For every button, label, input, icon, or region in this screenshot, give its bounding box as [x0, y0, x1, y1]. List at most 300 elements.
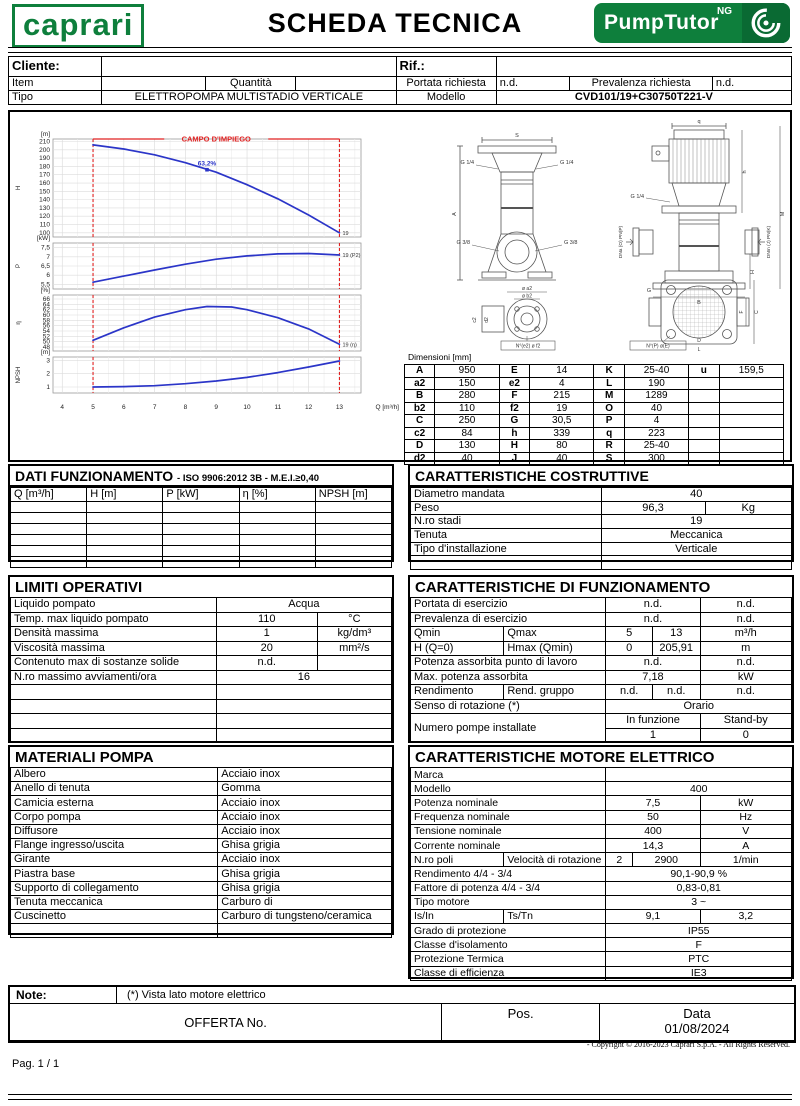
cell — [317, 656, 391, 671]
table-row — [11, 881, 392, 895]
materiali-pompa-table — [10, 767, 392, 938]
cell: Rendimento 4/4 - 3/4 — [411, 867, 606, 881]
svg-text:170: 170 — [39, 171, 50, 179]
cell — [719, 402, 783, 415]
svg-text:1: 1 — [46, 384, 50, 391]
cell — [163, 501, 239, 512]
svg-text:[kW]: [kW] — [37, 235, 50, 242]
cell: 14,3 — [606, 838, 700, 852]
cell — [11, 685, 217, 700]
dati-title: DATI FUNZIONAMENTO — [15, 468, 174, 484]
table-row — [411, 768, 792, 782]
cell: 4 — [624, 415, 688, 428]
cell: kW — [700, 670, 791, 685]
cell: D — [405, 440, 435, 453]
cell: d2 — [405, 452, 435, 465]
table-row — [411, 515, 792, 529]
section-motore-elettrico — [408, 745, 794, 979]
svg-text:5: 5 — [91, 404, 95, 411]
cell: In funzione — [606, 714, 700, 729]
dim-label-D: D — [697, 338, 701, 344]
cell — [87, 501, 163, 512]
cell: 110 — [216, 612, 317, 627]
cell: f2 — [499, 402, 529, 415]
cell: Acciaio inox — [218, 810, 392, 824]
cell: Cuscinetto — [11, 909, 218, 923]
cell: n.d. — [700, 656, 791, 671]
dim-label-h: h — [742, 170, 748, 174]
table-row — [11, 641, 392, 656]
funzionamento-title: CARATTERISTICHE DI FUNZIONAMENTO — [415, 579, 711, 596]
cell: Tipo d'installazione — [411, 542, 602, 556]
cell: c2 — [405, 427, 435, 440]
cell — [496, 57, 791, 77]
cell: kW — [700, 796, 791, 810]
cell: Corpo pompa — [11, 810, 218, 824]
table-row — [411, 966, 792, 980]
svg-text:56: 56 — [42, 322, 50, 330]
table-row — [411, 612, 792, 627]
table-row — [411, 656, 792, 671]
cell: K — [594, 365, 624, 378]
cell: Liquido pompato — [11, 598, 217, 613]
table-row — [11, 534, 392, 545]
cell: H [m] — [87, 488, 163, 502]
dim-label-g14b: G 1/4 — [560, 160, 574, 166]
cell — [315, 534, 391, 545]
cell: Tenuta meccanica — [11, 895, 218, 909]
cell: Quantità — [206, 77, 296, 91]
cell: 0 — [606, 641, 652, 656]
table-row — [11, 556, 392, 567]
svg-text:3: 3 — [46, 357, 50, 365]
svg-text:9: 9 — [214, 404, 219, 411]
cell: Q [m³/h] — [11, 488, 87, 502]
svg-text:4: 4 — [60, 404, 65, 411]
svg-text:150: 150 — [39, 188, 50, 196]
table-row — [11, 924, 392, 938]
cell: Tipo motore — [411, 895, 606, 909]
motore-elettrico-table — [410, 767, 792, 981]
table-row — [11, 670, 392, 685]
info-table — [8, 56, 792, 105]
motore-title: CARATTERISTICHE MOTORE ELETTRICO — [415, 749, 715, 766]
svg-text:2: 2 — [46, 370, 50, 378]
cell — [11, 699, 217, 714]
offerta-label: OFFERTA No. — [10, 1004, 442, 1040]
cell: 1 — [606, 728, 700, 743]
cell: A — [700, 838, 791, 852]
cell: NPSH [m] — [315, 488, 391, 502]
table-row — [411, 782, 792, 796]
cell — [163, 512, 239, 523]
cell: Cliente: — [9, 57, 102, 77]
cell: Diffusore — [11, 824, 218, 838]
table-row — [11, 853, 392, 867]
cell: J — [499, 452, 529, 465]
caprari-logo — [12, 4, 144, 48]
cell — [411, 556, 602, 570]
dim-label-g14c: G 1/4 — [630, 194, 644, 200]
cell: Camicia esterna — [11, 796, 218, 810]
cell: Classe d'isolamento — [411, 938, 606, 952]
cell: 13 — [652, 627, 700, 642]
cell: m — [700, 641, 791, 656]
cell — [218, 924, 392, 938]
cell: E — [499, 365, 529, 378]
cell: 150 — [435, 377, 499, 390]
cell: 7,5 — [606, 796, 700, 810]
cell — [296, 77, 396, 91]
table-row — [411, 810, 792, 824]
cell: n.d. — [606, 685, 652, 700]
table-row — [11, 685, 392, 700]
cell: Max. potenza assorbita — [411, 670, 606, 685]
cell: CVD101/19+C30750T221-V — [496, 91, 791, 105]
svg-text:8: 8 — [183, 404, 188, 411]
cell — [719, 415, 783, 428]
cell: 40 — [530, 452, 594, 465]
cell: O — [594, 402, 624, 415]
svg-text:64: 64 — [42, 301, 50, 309]
cell: Rif.: — [396, 57, 496, 77]
cell: Carburo di — [218, 895, 392, 909]
cell: Modello — [396, 91, 496, 105]
cell: G — [499, 415, 529, 428]
svg-text:66: 66 — [42, 296, 50, 303]
cell: H — [499, 440, 529, 453]
limiti-operativi-table — [10, 597, 392, 743]
page-title: SCHEDA TECNICA — [267, 8, 523, 38]
table-row — [405, 427, 784, 440]
cell: 50 — [606, 810, 700, 824]
table-row — [11, 523, 392, 534]
cell: Is/In — [411, 909, 504, 923]
cell — [239, 556, 315, 567]
cell: Hmax (Qmin) — [504, 641, 606, 656]
cell — [11, 501, 87, 512]
cell: Corrente nominale — [411, 838, 606, 852]
table-row — [411, 528, 792, 542]
cell — [11, 534, 87, 545]
cell: 7,18 — [606, 670, 700, 685]
cell: 1/min — [700, 853, 791, 867]
cell: 205,91 — [652, 641, 700, 656]
note-row — [10, 987, 794, 1004]
cell: 14 — [530, 365, 594, 378]
svg-text:110: 110 — [39, 221, 50, 229]
cell: Girante — [11, 853, 218, 867]
cell: Prevalenza di esercizio — [411, 612, 606, 627]
table-row — [405, 440, 784, 453]
cell: L — [594, 377, 624, 390]
footer-divider — [8, 1094, 792, 1100]
cell — [216, 685, 391, 700]
cell: Marca — [411, 768, 606, 782]
cell — [11, 523, 87, 534]
svg-text:54: 54 — [42, 328, 50, 335]
svg-text:H: H — [16, 185, 22, 191]
cell: Densità massima — [11, 627, 217, 642]
svg-text:12: 12 — [305, 404, 313, 411]
cell: 25-40 — [624, 440, 688, 453]
section-dati-funzionamento — [8, 464, 394, 562]
dati-subtitle: - ISO 9906:2012 3B - M.E.I.≥0,40 — [177, 473, 320, 484]
dim-label-dnm: DNm (J) PN(K) — [767, 225, 772, 259]
note-text: (*) Vista lato motore elettrico — [127, 989, 266, 1001]
cell: Protezione Termica — [411, 952, 606, 966]
cell: Qmin — [411, 627, 504, 642]
cell: b2 — [405, 402, 435, 415]
cell — [719, 440, 783, 453]
cell: A — [405, 365, 435, 378]
cell: Potenza nominale — [411, 796, 606, 810]
dim-label-q: q — [697, 119, 701, 125]
cell — [719, 427, 783, 440]
table-row — [411, 627, 792, 642]
svg-text:Q [m³/h]: Q [m³/h] — [375, 404, 399, 411]
cell — [239, 512, 315, 523]
section-caratteristiche-costruttive — [408, 464, 794, 562]
cell — [689, 427, 719, 440]
cell — [315, 523, 391, 534]
table-row — [11, 838, 392, 852]
cell: q — [594, 427, 624, 440]
table-row — [411, 867, 792, 881]
cell: 2900 — [633, 853, 700, 867]
table-row — [411, 641, 792, 656]
header-divider — [8, 47, 792, 53]
cell — [239, 534, 315, 545]
dim-label-A: A — [452, 212, 458, 216]
table-row — [411, 881, 792, 895]
table-row — [411, 598, 792, 613]
cell: 84 — [435, 427, 499, 440]
cell: 80 — [530, 440, 594, 453]
cell: Tensione nominale — [411, 824, 606, 838]
cell: 215 — [530, 390, 594, 403]
offer-row — [10, 1004, 794, 1040]
svg-text:5,5: 5,5 — [40, 281, 50, 289]
svg-text:62: 62 — [42, 306, 50, 314]
dim-label-B: B — [697, 300, 701, 306]
cell — [315, 501, 391, 512]
cell: 1 — [216, 627, 317, 642]
table-row — [11, 598, 392, 613]
dim-label-d2: d2 — [484, 317, 490, 323]
cell: Acciaio inox — [218, 853, 392, 867]
cell: 0 — [700, 728, 791, 743]
cell — [87, 512, 163, 523]
cell — [163, 534, 239, 545]
dim-label-s: S — [515, 133, 519, 139]
cell: Item — [9, 77, 102, 91]
cell: Hz — [700, 810, 791, 824]
table-row — [11, 714, 392, 729]
svg-text:48: 48 — [42, 344, 50, 351]
cell: Rend. gruppo — [504, 685, 606, 700]
cell: h — [499, 427, 529, 440]
cell: Supporto di collegamento — [11, 881, 218, 895]
cell: Numero pompe installate — [411, 714, 606, 743]
table-row — [411, 853, 792, 867]
pumptutor-ng-label: NG — [717, 6, 732, 17]
cell: 250 — [435, 415, 499, 428]
dim-label-c2: c2 — [472, 317, 478, 323]
table-row — [11, 501, 392, 512]
cell: Verticale — [601, 542, 792, 556]
dimensions-table — [404, 364, 784, 465]
cell: 1289 — [624, 390, 688, 403]
cell: n.d. — [652, 685, 700, 700]
svg-text:P: P — [16, 263, 22, 269]
cell: R — [594, 440, 624, 453]
table-row — [411, 542, 792, 556]
cell — [163, 545, 239, 556]
table-row — [11, 656, 392, 671]
svg-text:7,5: 7,5 — [40, 244, 50, 252]
cell: Classe di efficienza — [411, 966, 606, 980]
cell: IE3 — [606, 966, 792, 980]
cell: 223 — [624, 427, 688, 440]
svg-text:50: 50 — [42, 338, 50, 346]
cell — [11, 512, 87, 523]
svg-text:200: 200 — [39, 146, 50, 154]
cell: Meccanica — [601, 528, 792, 542]
dim-label-g14a: G 1/4 — [460, 160, 474, 166]
cell: Anello di tenuta — [11, 782, 218, 796]
table-row — [411, 488, 792, 502]
cell: 3 ~ — [606, 895, 792, 909]
cell — [87, 556, 163, 567]
cell: n.d. — [700, 685, 791, 700]
table-row — [405, 365, 784, 378]
table-row — [11, 768, 392, 782]
cell: u — [689, 365, 719, 378]
svg-text:10: 10 — [243, 404, 251, 411]
table-row — [405, 377, 784, 390]
dim-label-C: C — [754, 310, 760, 314]
svg-text:63,2%: 63,2% — [197, 160, 217, 168]
cell: 300 — [624, 452, 688, 465]
cell: M — [594, 390, 624, 403]
data-cell — [600, 1004, 794, 1040]
table-row — [11, 728, 392, 743]
svg-text:11: 11 — [274, 404, 282, 411]
cell: Albero — [11, 768, 218, 782]
cell: n.d. — [606, 612, 700, 627]
cell — [315, 556, 391, 567]
cell: 110 — [435, 402, 499, 415]
svg-text:190: 190 — [39, 155, 50, 163]
cell: ELETTROPOMPA MULTISTADIO VERTICALE — [102, 91, 396, 105]
cell: 130 — [435, 440, 499, 453]
cell: Tipo — [9, 91, 102, 105]
dim-label-F: F — [739, 310, 745, 314]
dim-label-ob2: ø b2 — [521, 293, 533, 300]
cell: 19 — [530, 402, 594, 415]
table-row — [411, 909, 792, 923]
cell: 40 — [601, 488, 792, 502]
cell: Prevalenza richiesta — [570, 77, 713, 91]
dim-label-ne2: N°(e2) ø f2 — [515, 343, 541, 350]
performance-and-drawing-box — [8, 110, 792, 462]
svg-text:120: 120 — [39, 213, 50, 221]
cell: Velocità di rotazione — [504, 853, 606, 867]
table-row — [11, 512, 392, 523]
table-row — [405, 390, 784, 403]
svg-text:[m]: [m] — [40, 131, 50, 138]
svg-text:[%]: [%] — [40, 287, 50, 294]
cell: Acciaio inox — [218, 824, 392, 838]
cell: n.d. — [216, 656, 317, 671]
cell: Ghisa grigia — [218, 881, 392, 895]
cell: 280 — [435, 390, 499, 403]
cell: Frequenza nominale — [411, 810, 606, 824]
cell — [163, 523, 239, 534]
cell: Acqua — [216, 598, 391, 613]
cell: Portata di esercizio — [411, 598, 606, 613]
cell: Stand-by — [700, 714, 791, 729]
svg-text:19 (P2): 19 (P2) — [342, 252, 361, 259]
materiali-title: MATERIALI POMPA — [15, 749, 154, 766]
pos-label: Pos. — [442, 1004, 600, 1040]
cell: n.d. — [700, 598, 791, 613]
table-row — [411, 938, 792, 952]
table-row — [11, 796, 392, 810]
cell — [11, 924, 218, 938]
cell: C — [405, 415, 435, 428]
svg-text:7: 7 — [46, 253, 50, 261]
cell: Ghisa grigia — [218, 867, 392, 881]
cell: 339 — [530, 427, 594, 440]
svg-text:CAMPO D'IMPIEGO: CAMPO D'IMPIEGO — [181, 134, 251, 144]
table-row — [411, 714, 792, 729]
cell: Acciaio inox — [218, 796, 392, 810]
cell: 90,1-90,9 % — [606, 867, 792, 881]
section-caratteristiche-funzionamento — [408, 575, 794, 743]
table-row — [11, 824, 392, 838]
caratteristiche-costruttive-table — [410, 487, 792, 570]
cell: 9,1 — [606, 909, 700, 923]
limiti-title: LIMITI OPERATIVI — [15, 579, 143, 596]
table-row — [411, 699, 792, 714]
cell — [102, 77, 206, 91]
cell: n.d. — [700, 612, 791, 627]
cell: 400 — [606, 782, 792, 796]
dim-label-L: L — [697, 347, 701, 352]
svg-text:180: 180 — [39, 163, 50, 171]
cell: P — [594, 415, 624, 428]
cell: n.d. — [606, 598, 700, 613]
cell: H (Q=0) — [411, 641, 504, 656]
cell: 950 — [435, 365, 499, 378]
cell — [239, 501, 315, 512]
table-row — [11, 612, 392, 627]
cell — [315, 512, 391, 523]
table-row — [11, 782, 392, 796]
performance-curves-chart — [11, 113, 403, 457]
cell: Fattore di potenza 4/4 - 3/4 — [411, 881, 606, 895]
svg-text:130: 130 — [39, 204, 50, 212]
cell — [216, 714, 391, 729]
cell: N.ro poli — [411, 853, 504, 867]
cell — [689, 440, 719, 453]
cell: Acciaio inox — [218, 768, 392, 782]
cell: P [kW] — [163, 488, 239, 502]
cell: 19 — [601, 515, 792, 529]
table-row — [11, 699, 392, 714]
